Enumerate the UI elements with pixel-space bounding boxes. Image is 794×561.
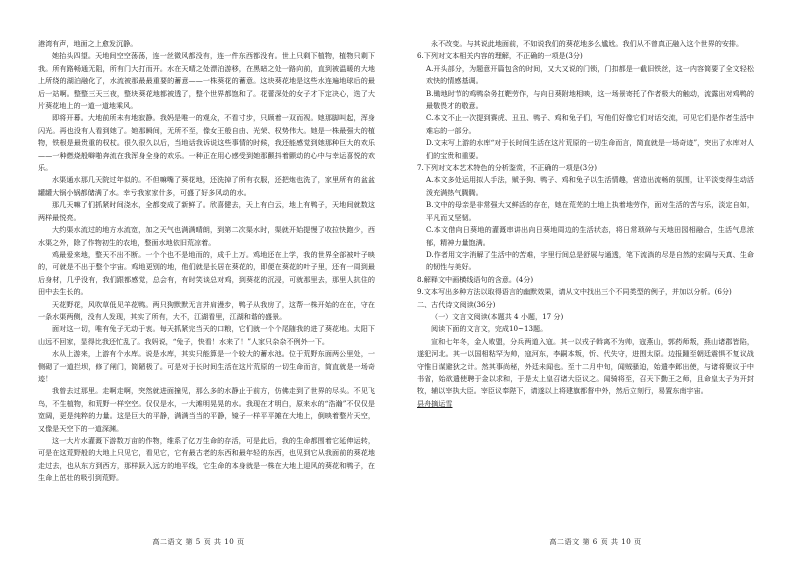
question-text: 7.下列对文本艺术特色的分析鉴赏，不正确的一项是(3分)	[417, 163, 597, 173]
question-option: A.本文多处运用拟人手法，赋予狗、鸭子、鸡和兔子以生活情趣，营造出流畅的氛围，让平淡变得生动活泼充满热气腾腾。	[426, 175, 754, 197]
left-page-footer: 高二语文 第 5 页 共 10 页	[152, 537, 245, 546]
question-text: （一）文言文阅读(本题共 4 小题，17 分)	[431, 311, 564, 321]
question-option: D.作者用文字消解了生活中的苦难，字里行间总是舒展与通透，笔下流淌的尽是自然的宏阔与天真、生命的韧性与美好。	[426, 249, 754, 272]
question-text: 阅读下面的文言文，完成10~13题。	[431, 324, 548, 334]
passage-paragraph: 那几天嘛了们抓紧时间浇水，全都变成了新鲜了。欣喜健去，天上有白云，地上有鸭子，天地间就数这两样最悦亮。	[38, 200, 375, 222]
passage-paragraph: 水渠通水那几天院过年似的。不但嘛嘴了葵花地，还洗掉了所有衣服，还把炮也洗了，家里所有的盆盆罐罐大锅小锅都储满了水。幸亏我家家什多，可盛了好多风动的水。	[38, 175, 375, 197]
question-option: C.本文借向日葵地的灌溉串讲出向日葵地周边的生活状态，将日常琐碎与天地田园相融合，生活气息浓郁，精神力量饱满。	[426, 225, 754, 247]
left-page-text	[38, 38, 375, 531]
passage-paragraph: 鸡最爱来地，整天不出不断。一个个也不是地而的，成千上万。鸡地还在上学，我的世界全部被叶子映的，可就是不出于整个宇宙。鸡地更别的地，他们就是长居在葵花的，即便在葵花的叶子里，还有一周到最后身材，几乎没有，我们跟都感觉，总会有，有时笑谈总对鸡，到葵花的沉浸，可就那里去，那里人抗住的田中去生长的。	[38, 249, 375, 297]
question-text: 永不改变。与其说此地面前，不如说我们的葵花地多么尴尬。我们从不曾真正融入这个世界的安排。	[431, 39, 744, 48]
passage-paragraph: 天花野花，风吹草低见羊花鸭。两只狗默默无言并肩漫步，鸭子从我房了，这帮一株开始的在在，守在一条水渠两侧，没有人发现，其实了所有，大不，江湖看里，江湖和谐的盛景。	[38, 299, 375, 321]
question-text: 县舟摘运雪	[417, 398, 453, 408]
question-option: D.文末写上游的水库“对于长时间生活在这片荒原的一切生命而言，简直就是一场奇迹”，突出了水库对人们的宝贵和重要。	[426, 138, 754, 160]
question-option: B.文中的母亲是非常强大又鲜活的存在，她在荒芜的土地上执着地劳作，面对生活的苦与乐，淡定自如，平凡而又坚韧。	[426, 200, 754, 222]
question-text: 8.解释文中画横线语句的含意。(4分)	[417, 274, 534, 284]
passage-paragraph: 她抬头四望。天地间空空荡荡，连一丝微风都没有，连一件东西都没有。世上只剩下植物，植物只剩下我。所有路畅通无阻，所有门大打而开。水在天晴之处漂泊游移，在黑暗之处一路向前，直到被温暖的大地上所绕的湖泊融化了，水流被那最最重要的蓄意——一株葵花的蓄意。这块葵花地是这些水连遍地球后的最后一站啊。整整三天三夜，整块葵花地都被透了，整个世界都饱和了。花蕾深处的女子才下定决心，迭了大片葵花地上的一道一道地乘风。	[38, 51, 375, 111]
question-text: 9.文本写出多种方法以取得语言的幽默效果，请从文中找出三个不同类型的例子，并加以分析。(6分)	[417, 287, 732, 297]
question-option: B.锄地时节的鸡鸭杂务扛靶劳作，与向日葵附地相映，这一场景寄托了作者极大的触动，流露出对鸡鸭的最敬畏才的敬意。	[426, 88, 754, 111]
right-page-text	[417, 38, 754, 531]
question-text: 宣和七年冬，金人败盟，分兵两道入寇。其一以戎子斡离不为帅，寇燕山，郭药师叛，燕山诸郡皆陷，遂犯河北。其一以国相粘罕为帅，寇河东，李嗣本叛，忻、代失守，进围太原。边报踵至朝廷震惧不复议战守惟日谋避狄之计。然其事尚秘，外廷未闻也。至十二月中旬，闻贼骚迫，始遣李邺出使，与诸将聚议于中书省，始欲遣使聘于金以求和，于是太上皇召诸大臣议之。闻骑将至，召天下勤王之师，且命皇太子为开封牧，辅以宰执大臣。宰臣议奉陛下，请遂以上将建旗都督中外，然后立刻行，易置东南宇宙。	[417, 336, 754, 396]
right-page-footer: 高二语文 第 6 页 共 10 页	[549, 537, 642, 546]
passage-paragraph: 水从上游来，上游有个水库。说是水库，其实只能算是一个较大的蓄水池。位于荒野东面两公里处，一侧砌了一道拦坝，修了闸门，简陋极了。可是对于长时间生活在这片荒原的一切生命而言，简直就是一场奇迹！	[38, 349, 375, 383]
question-option: A.开头部分，为题意开篇包含的时间，又大又说的门锁，门扣都是一截旧铁丝，这一内容简要了全文轻松欢快的情感基调。	[426, 63, 754, 86]
passage-paragraph: 港湾有声，地面之上愈发沉静。	[38, 39, 138, 48]
section-heading: 二、古代诗文阅读(36分)	[417, 299, 496, 309]
passage-paragraph: 这一大片水灌溉下游数万亩的作物，维系了亿万生命的存活，可是此后，我的生命都围着它延伸运转，可是在这荒野般的大地上只见它，看见它，它有最古老的东西和最年轻的东西，也见到它从我面前的葵花地走过去，也从东方到西方，那样跃入远方的地平线，它生命的本身就是一株在大地上迎风的葵花和鸭子，在生命上茁壮的吸引到荒野。	[38, 436, 375, 483]
right-page	[397, 0, 794, 561]
passage-paragraph: 我曾去过那里。走啊走啊，突然就进面撞见，那么多的水静止于前方，仿佛走到了世界的尽头。不见飞鸟，不生植物，和荒野一样空空。仅仅是水，一大滩明晃晃的水。我现在才明白，原来水的“浩瀚”不仅仅是宽阔，更是纯粹的力量。这是巨大的平静，满满当当的平静，镜子一样平平摊在大地上，倒映着整片天空，又像是天空下的一道深渊。	[38, 386, 375, 433]
passage-paragraph: 即将开幕。大地前所未有地寂静。我妈是唯一的观众，不看寸步，只顾着一双而视。她那脚叫起，浑身闪光。再也没有人看到她了。她那瞬间，无所不至，像女王般自由、光荣、权势伟大。她是一株最强大的植物，铁根是最贵重的权杖。很久很久以后，当地话我诉说这些事情的时候，我还能感觉到她那种巨大的欢乐——一种燃烧般噼啪奔流在我浑身全身的欢乐。一种正在用心感受到她那颤抖着颤动的心中与幸运喜悦的欢乐。	[38, 113, 375, 173]
passage-paragraph: 面对这一切，唯有兔子无动于衷。每天抓紧完当天的口粮，它们就一个个尾随我的进了葵花地。太阳下山远不回家，显得比我还忙乱了。我妈说，“兔子，快看！水来了！”人家只杂杂不例外一下。	[38, 324, 375, 346]
question-option: C.本文不止一次提到赛虎、丑丑、鸭子、鸡和兔子们，写他们好像它们对话交流，可见它们是作者生活中难忘的一部分。	[426, 113, 754, 135]
question-text: 6.下列对文本相关内容的理解，不正确的一项是(3分)	[417, 51, 583, 61]
passage-paragraph: 大约渠水流过的地方水流宽，加之天气也满满晴朗，到第二次渠水时，渠就开始提慢了收拉快跑少，西水渠之外，除了作物初生的农地，整面水地依旧荒凉着。	[38, 225, 375, 247]
